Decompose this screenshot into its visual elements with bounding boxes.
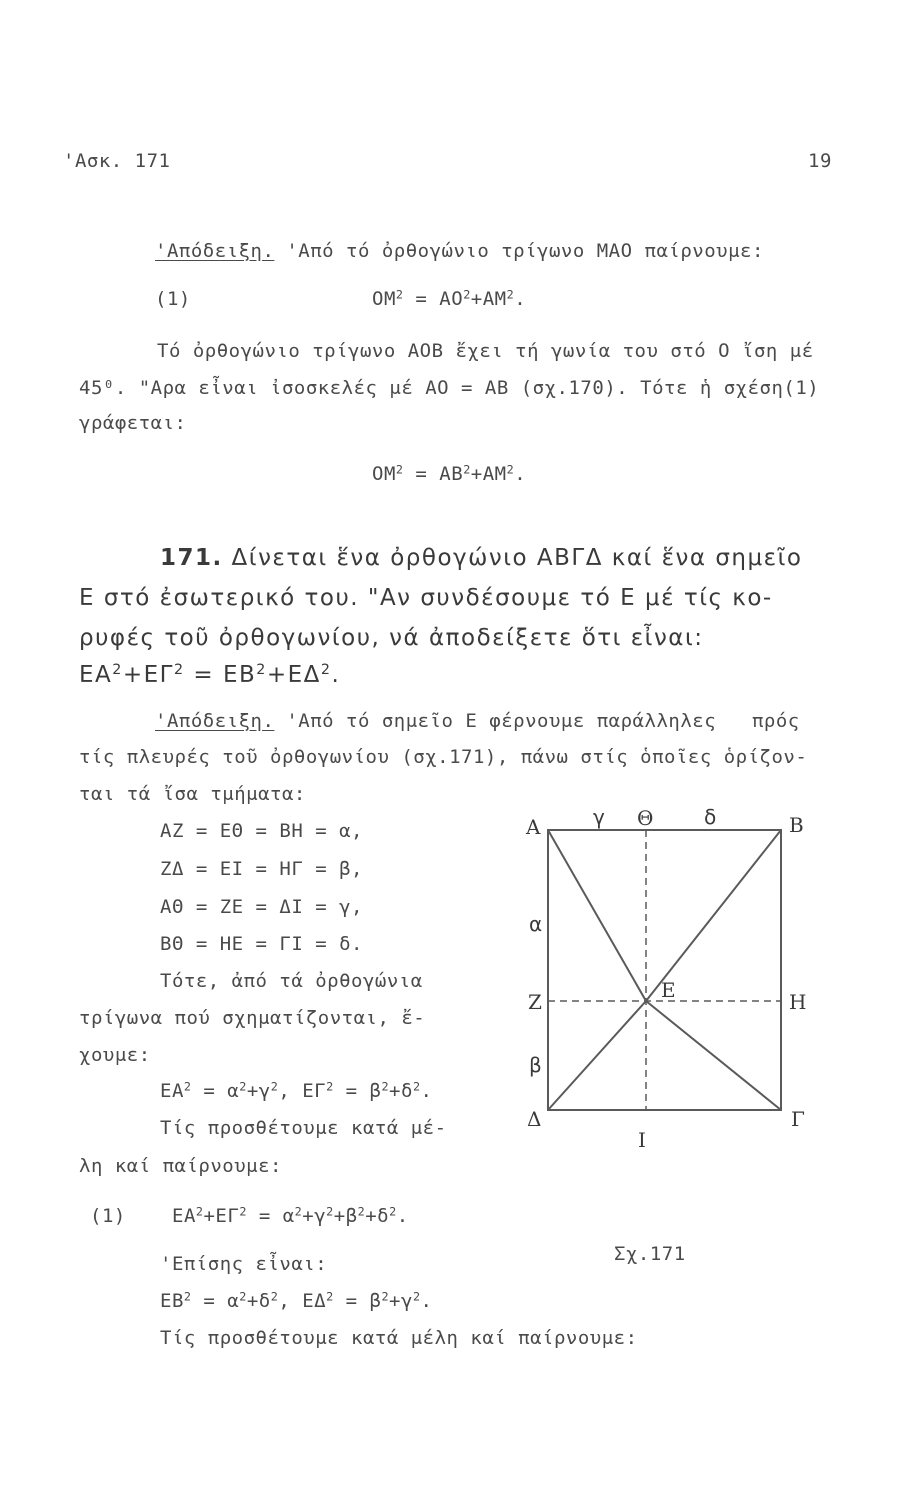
exercise-number: 171.: [160, 545, 223, 571]
eq-label-1: (1): [90, 1205, 126, 1227]
figure-caption: Σχ.171: [614, 1243, 686, 1265]
label-H: Η: [789, 990, 807, 1014]
label-G: Γ: [791, 1107, 805, 1131]
label-alpha: α: [529, 912, 543, 936]
label-gamma: γ: [593, 805, 605, 829]
proof1-p2: 45⁰. "Αρα εἶναι ἰσοσκελές μέ ΑΟ = ΑΒ (σχ.170). Τότε ἡ σχέση(1): [79, 377, 820, 399]
header-left: 'Ασκ. 171: [63, 150, 171, 172]
also-text: 'Επίσης εἶναι:: [160, 1253, 328, 1275]
proof2-text-3: χουμε:: [79, 1044, 151, 1066]
relation-line-1: $EA^2 = \alpha^2+\gamma^2$, $E\Gamma^2 = \beta^2+\delta^2$.: [160, 1079, 433, 1102]
segment-eb: [646, 830, 781, 1001]
proof1-eq2: $OM^2 = AB^2+AM^2$.: [372, 462, 527, 485]
segment-ed: [548, 1001, 646, 1110]
proof2-text-5: λη καί παίρνουμε:: [79, 1155, 282, 1177]
label-A: Α: [526, 815, 541, 839]
proof2-text-4: Τίς προσθέτουμε κατά μέ-: [160, 1117, 447, 1139]
rectangle-abgd: [548, 830, 781, 1110]
relation-line-2: $EB^2 = \alpha^2+\delta^2$, $E\Delta^2 = \beta^2+\gamma^2$.: [160, 1289, 433, 1312]
exercise-line-3: ρυφές τοῦ ὀρθογωνίου, νά ἀποδείξετε ὅτι εἶναι:: [79, 625, 704, 651]
segment-line-4: ΒΘ = ΗΕ = ΓΙ = δ.: [160, 933, 363, 955]
segment-ea: [548, 830, 646, 1001]
label-beta: β: [529, 1053, 542, 1077]
proof1-eq1: $OM^2 = AO^2+AM^2$.: [372, 287, 527, 310]
segment-eg: [646, 1001, 781, 1110]
proof1-heading: 'Απόδειξη.: [155, 240, 275, 262]
proof1-eq1-label: (1): [155, 288, 191, 310]
proof2-line-1: 'Απόδειξη. 'Από τό σημεῖο Ε φέρνουμε παράλληλες πρός: [155, 710, 800, 732]
proof2-text-2: τρίγωνα πού σχηματίζονται, ἔ-: [79, 1007, 426, 1029]
proof1-p3: γράφεται:: [79, 412, 187, 434]
final-text: Τίς προσθέτουμε κατά μέλη καί παίρνουμε:: [160, 1327, 638, 1349]
label-B: Β: [789, 813, 804, 837]
proof2-line-3: ται τά ἴσα τμήματα:: [79, 783, 306, 805]
page-number: 19: [808, 150, 832, 172]
segment-line-1: ΑΖ = ΕΘ = ΒΗ = α,: [160, 820, 363, 842]
proof1-intro: 'Απόδειξη. 'Από τό ὀρθογώνιο τρίγωνο ΜΑΟ παίρνουμε:: [155, 240, 764, 262]
exercise-line-4: $EA^2+E\Gamma^2 = EB^2+E\Delta^2$.: [79, 662, 341, 688]
equation-1: $EA^2+E\Gamma^2 = \alpha^2+\gamma^2+\beta^2+\delta^2$.: [172, 1204, 409, 1227]
exercise-line-2: Ε στό ἐσωτερικό του. "Αν συνδέσουμε τό Ε μέ τίς κο-: [79, 585, 773, 611]
proof2-line-2: τίς πλευρές τοῦ ὀρθογωνίου (σχ.171), πάνω στίς ὁποῖες ὁρίζον-: [79, 746, 808, 768]
label-delta: δ: [704, 805, 717, 829]
label-I: Ι: [638, 1128, 646, 1152]
label-E: Ε: [661, 978, 676, 1002]
proof2-text-1: Τότε, ἀπό τά ὀρθογώνια: [160, 970, 423, 992]
label-Theta: Θ: [637, 806, 654, 830]
label-D: Δ: [527, 1107, 542, 1131]
proof2-heading: 'Απόδειξη.: [155, 710, 275, 732]
exercise-line-1: 171. Δίνεται ἕνα ὀρθογώνιο ΑΒΓΔ καί ἕνα σημεῖο: [160, 545, 803, 571]
proof1-p1: Τό ὀρθογώνιο τρίγωνο ΑΟΒ ἔχει τή γωνία του στό Ο ἴση μέ: [157, 340, 814, 362]
segment-line-3: ΑΘ = ΖΕ = ΔΙ = γ,: [160, 896, 363, 918]
label-Z: Ζ: [528, 990, 542, 1014]
segment-line-2: ΖΔ = ΕΙ = ΗΓ = β,: [160, 858, 363, 880]
